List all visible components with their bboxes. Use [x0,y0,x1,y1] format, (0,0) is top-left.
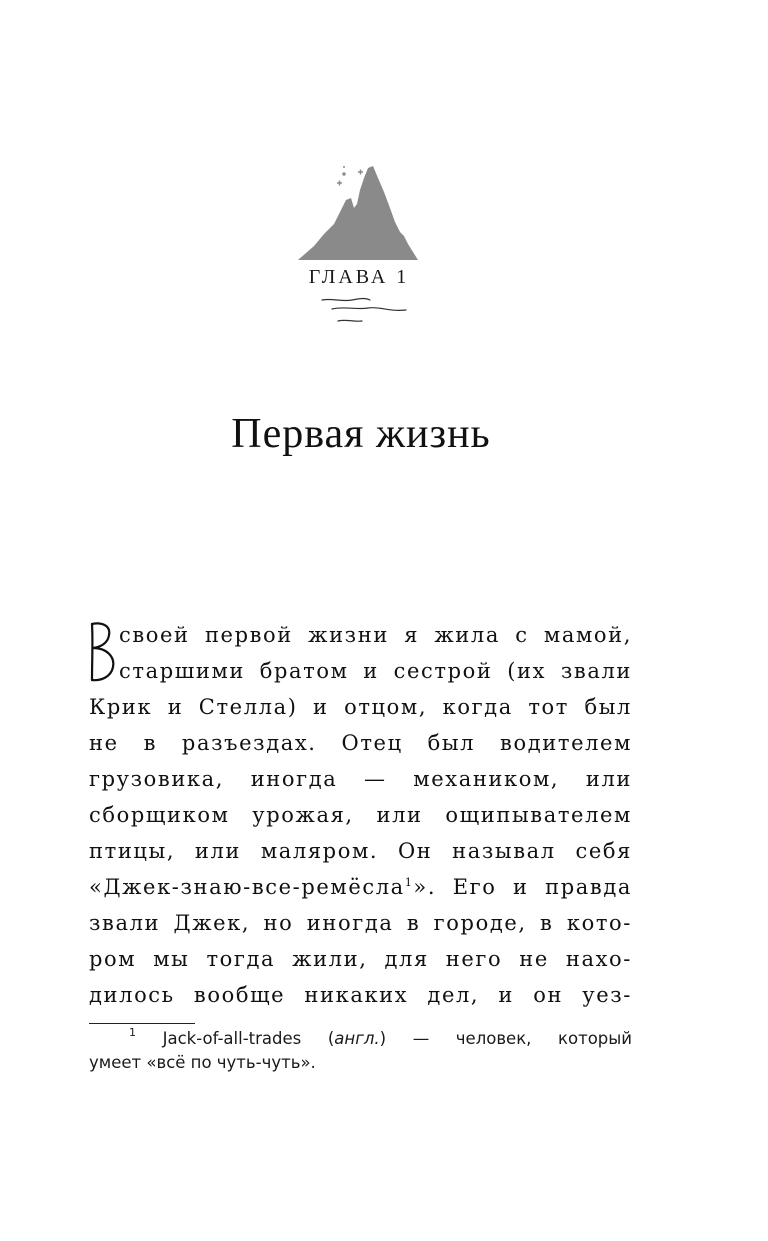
body-line: Крик и Стелла) и отцом, когда тот был [89,695,632,719]
footnote-italic: англ. [334,1029,380,1048]
body-line-tail: ». Его и правда [413,875,632,899]
footnote-marker: 1 [129,1026,136,1039]
dropcap-letter [89,621,116,683]
mountain-with-stars-icon [294,160,418,270]
body-line: ром мы тогда жили, для него не нахо- [89,947,632,971]
footnote-ref[interactable]: 1 [404,876,414,889]
body-line: звали Джек, но иногда в городе, в кото- [89,911,632,935]
body-line: птицы, или маляром. Он называл себя [89,839,632,863]
footnote [89,1027,632,1075]
body-line: не в разъездах. Отец был водителем [89,731,632,755]
svg-text:В: В [89,621,92,622]
body-line: грузовика, иногда — механиком, или [89,767,632,791]
chapter-label: ГЛАВА 1 [308,266,410,288]
body-line: сборщиком урожая, или ощипывателем [89,803,632,827]
footnote-text: Jack-of-all-trades ( [162,1029,335,1048]
body-line: дилось вообще никаких дел, и он уез- [89,983,632,1007]
chapter-title: Первая жизнь [231,411,491,457]
waves-ornament [318,294,410,328]
body-line-with-footnote-ref [89,869,632,905]
footnote-divider [89,1023,195,1024]
body-line: старшими братом и сестрой (их звали [119,659,632,683]
body-line: своей первой жизни я жила с мамой, [119,623,632,647]
body-line-text: «Джек-знаю-все-ремёсла [89,875,405,899]
footnote-line: умеет «всё по чуть-чуть». [89,1053,316,1072]
footnote-line [89,1027,632,1051]
footnote-text: ) — человек, который [379,1029,633,1048]
chapter-body [89,617,632,1013]
